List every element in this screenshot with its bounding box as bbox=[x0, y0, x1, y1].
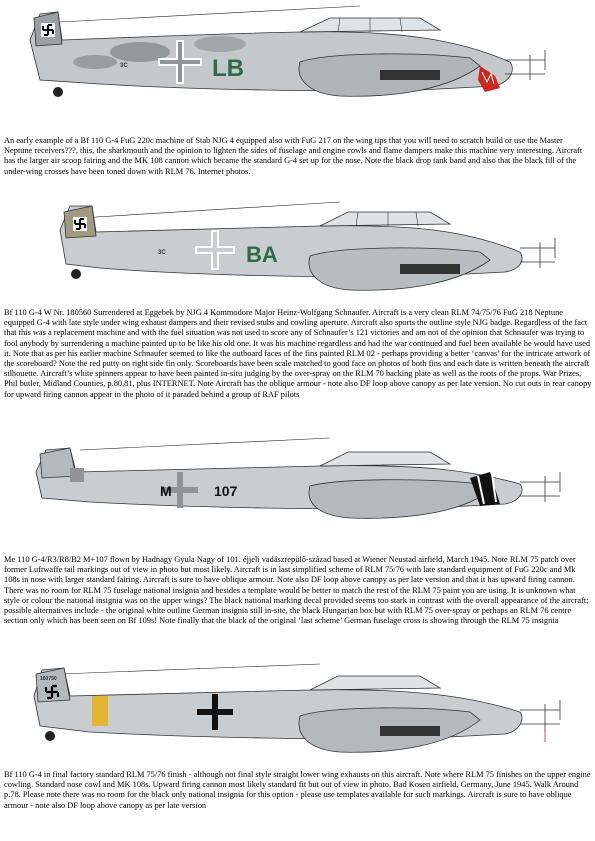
tail-wheel bbox=[45, 731, 55, 741]
aircraft-side-profile-1 bbox=[0, 0, 595, 132]
radar-antennas bbox=[520, 700, 560, 742]
code-letters-text: BA bbox=[246, 242, 278, 267]
aircraft-side-profile-4 bbox=[0, 660, 595, 764]
caption-hungarian-101: Me 110 G-4/R3/R8/B2 M+107 flown by Hadnagy Gyula Nagy of 101. éjjeli vadászrepülő-század based at Wiener Neustad airfield, March 1945. Note RLM 75 patch over former Luftwaffe tail markings out of view in photo but most likely. Aircraft is in last simplified scheme of RLM 75/76 with late standard equipment of FuG 220c and Mk 108s in nose with larger standard fairing. Aircraft is sure to have oblique armour. Note also DF loop above canopy as per late version and that it has upward firing cannon. There was no room for RLM 75 fuselage national insignia and besides a template would be better to match the rest of the RLM 75 paint you are using. It is unknown what style or colour the national insignia was on the upper wings? The black national marking decal provided seems too stark in contrast with the overall appearance of the aircraft; possible alternatives include - the original white outline German insignia still in-site, the black Hungarian box but with RLM 75 over-spray or perhaps an RLM 76 centre section only which has been seen on Bf 109s! Note finally that the black of the original ‘last scheme’ German fuselage cross is showing through the RLM 75 insignia bbox=[4, 555, 589, 626]
caption-njg4-schnaufer: Bf 110 G-4 W Nr. 180560 Surrendered at Eggebek by NJG 4 Kommodore Major Heinz-Wolfgang Schnaufer. Aircraft is a very clean RLM 74/75/76 FuG 218 Neptune equipped G-4 with late style under wing exhaust dampers and their revised stubs and cowling aperture. Aircraft also sports the outline style NJG badge. Regardless of the fact that this was a replacement machine and with the fuel situation was not used to score any of Schnaufer’s 121 victories and am not of the opinion that Schnaufer was trying to fool anybody by surrendering a machine painted up to be like his old one. It was his machine regardless and had the war continued and fuel been available he would have used it. Note that as per his earlier machine Schnaufer seemed to like the outboard faces of the fins painted RLM 02 - perhaps providing a better ‘canvas’ for the intricate artwork of the scoreboard? Note the red putty on right side fin only. Scoreboards have been scale matched to good face on photos of both fins and each date is written beneath the aircraft silhouette. Aircraft’s white spinners appear to have been painted in-situ judging by the over-spray on the RLM 70 backing plate as well as the roots of the props. War Prizes, Phil butler, Midland Counties, p.80,81, plus INTERNET. Note Aircraft has the oblique armour - note also DF loop above canopy as per late version. No cut outs in rear canopy for upward firing cannon appear in the photo of it paraded behind a group of RAF pilots bbox=[4, 308, 592, 399]
code-left-text: 3C bbox=[158, 250, 166, 256]
fin-number-text: 160750 bbox=[40, 676, 57, 682]
caption-final-factory: Bf 110 G-4 in final factory standard RLM 75/76 finish - although not final style straight lower wing exhausts on this aircraft. Note where RLM 75 finishes on the upper engine cowling. Standard nose cowl and MK 108s. Upward firing cannon most likely standard fit but out of view in photo. Bad Kosen airfield, Germany, June 1945. Walk Around p.78. Please note there was no room for the black only national insignia for this option - please use templates available for such markings. Aircraft is sure to have oblique armour - note also DF loop above canopy as per late version bbox=[4, 770, 591, 810]
radar-antennas bbox=[520, 238, 555, 268]
tail-swastika-marking bbox=[73, 217, 87, 231]
profile-stab-njg4 bbox=[0, 0, 595, 132]
tail-wheel bbox=[71, 269, 81, 279]
profile-final-factory bbox=[0, 660, 595, 764]
code-left-text: 3C bbox=[120, 63, 128, 69]
caption-stab-njg4: An early example of a Bf 110 G-4 FuG 220c machine of Stab NJG 4 equipped also with FuG 217 on the wing tips that you will need to scratch build or use the Master Neptune receivers???, this, the sharkmouth and the opinion to lighten the sides of fuselage and engine cowls and flame dampers make this machine very interesting. Aircraft has the larger air scoop fairing and the MK 108 cannon which became the standard G-4 set up for the nose. Note the black drop tank band and also that the black fill of the under-wing crosses have been toned down with RLM 76. Internet photos. bbox=[4, 136, 583, 176]
code-letters-text: 107 bbox=[214, 483, 238, 499]
yellow-fuselage-band bbox=[92, 696, 108, 726]
radar-antennas bbox=[520, 472, 560, 502]
code-letters-text: LB bbox=[212, 55, 244, 82]
profile-hungarian-101 bbox=[0, 432, 595, 528]
code-left-text: M bbox=[160, 483, 172, 499]
aircraft-side-profile-3 bbox=[0, 432, 595, 528]
aircraft-side-profile-2 bbox=[0, 198, 595, 306]
tail-wheel bbox=[53, 87, 63, 97]
profile-njg4-schnaufer bbox=[0, 198, 595, 306]
tail-swastika-marking bbox=[41, 23, 55, 37]
